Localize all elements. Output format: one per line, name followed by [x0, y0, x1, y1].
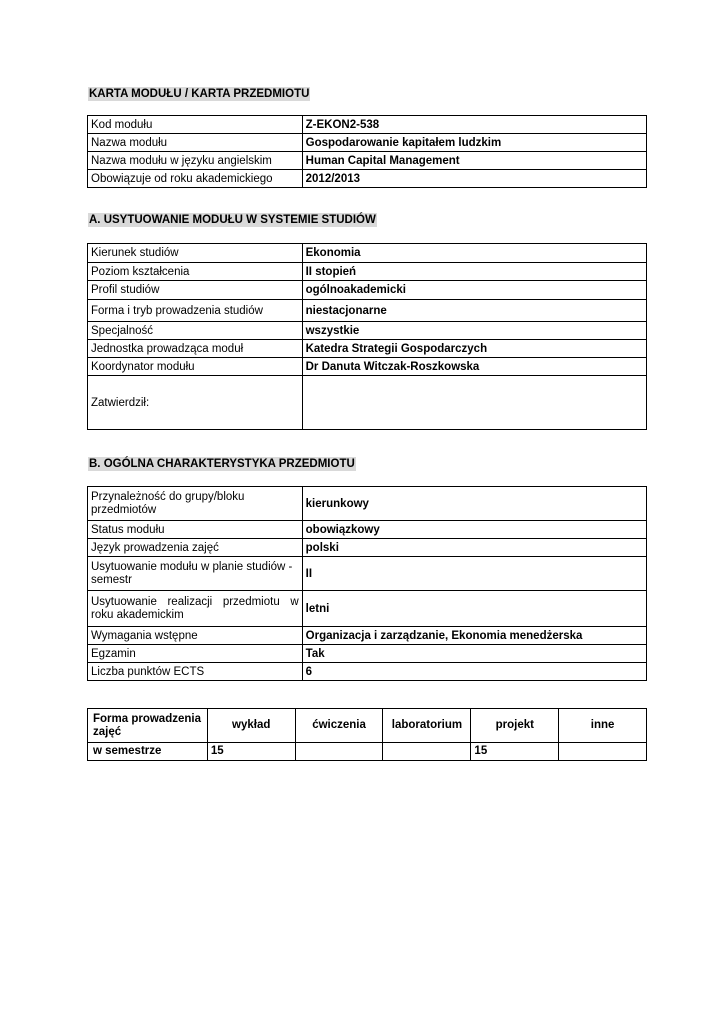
table-row — [88, 263, 647, 281]
row-label: Specjalność — [88, 322, 303, 340]
section-a-table — [87, 243, 647, 430]
row-value: wszystkie — [302, 322, 646, 340]
table-row — [88, 300, 647, 322]
row-value: Gospodarowanie kapitałem ludzkim — [302, 134, 646, 152]
table-row — [88, 743, 647, 761]
row-value: obowiązkowy — [302, 521, 646, 539]
row-label: Przynależność do grupy/bloku przedmiotów — [88, 487, 303, 521]
row-value: Human Capital Management — [302, 152, 646, 170]
row-value: Ekonomia — [302, 244, 646, 263]
table-row — [88, 322, 647, 340]
row-value: niestacjonarne — [302, 300, 646, 322]
section-a-title: A. USYTUOWANIE MODUŁU W SYSTEMIE STUDIÓW — [89, 214, 376, 226]
row-value: ogólnoakademicki — [302, 281, 646, 300]
row-value: II stopień — [302, 263, 646, 281]
table-row — [88, 521, 647, 539]
row-value: Dr Danuta Witczak-Roszkowska — [302, 358, 646, 376]
table-row — [88, 627, 647, 645]
row-value: letni — [302, 591, 646, 627]
row-label: Usytuowanie realizacji przedmiotu w roku akademickim — [88, 591, 303, 627]
column-header: projekt — [471, 709, 559, 743]
forms-header-label: Forma prowadzenia zajęć — [88, 709, 208, 743]
row-label: Forma i tryb prowadzenia studiów — [88, 300, 303, 322]
column-header: wykład — [207, 709, 295, 743]
hours-cell — [559, 743, 647, 761]
table-row — [88, 116, 647, 134]
table-row — [88, 557, 647, 591]
row-value: Organizacja i zarządzanie, Ekonomia menedżerska — [302, 627, 646, 645]
column-header: ćwiczenia — [295, 709, 383, 743]
row-label: Jednostka prowadząca moduł — [88, 340, 303, 358]
row-label: Kod modułu — [88, 116, 303, 134]
row-value: II — [302, 557, 646, 591]
row-value: Katedra Strategii Gospodarczych — [302, 340, 646, 358]
card-title: KARTA MODUŁU / KARTA PRZEDMIOTU — [89, 88, 310, 100]
column-header: inne — [559, 709, 647, 743]
class-forms-table — [87, 708, 647, 761]
row-label: Nazwa modułu — [88, 134, 303, 152]
table-row — [88, 340, 647, 358]
table-row — [88, 358, 647, 376]
module-header-table — [87, 115, 647, 188]
row-value — [302, 376, 646, 430]
hours-cell: 15 — [207, 743, 295, 761]
hours-cell — [383, 743, 471, 761]
section-b-table — [87, 486, 647, 681]
table-row — [88, 539, 647, 557]
section-b-title: B. OGÓLNA CHARAKTERYSTYKA PRZEDMIOTU — [89, 458, 355, 470]
row-label: Liczba punktów ECTS — [88, 663, 303, 681]
hours-cell: 15 — [471, 743, 559, 761]
row-label: Koordynator modułu — [88, 358, 303, 376]
row-label: Usytuowanie modułu w planie studiów - semestr — [88, 557, 303, 591]
row-label: Zatwierdził: — [88, 376, 303, 430]
row-label: Poziom kształcenia — [88, 263, 303, 281]
table-row — [88, 591, 647, 627]
table-row — [88, 663, 647, 681]
row-label: Status modułu — [88, 521, 303, 539]
hours-cell — [295, 743, 383, 761]
row-label: Nazwa modułu w języku angielskim — [88, 152, 303, 170]
table-row — [88, 281, 647, 300]
row-label: Kierunek studiów — [88, 244, 303, 263]
row-value: 6 — [302, 663, 646, 681]
row-label: Profil studiów — [88, 281, 303, 300]
table-header-row — [88, 709, 647, 743]
table-row — [88, 487, 647, 521]
row-value: kierunkowy — [302, 487, 646, 521]
table-row — [88, 645, 647, 663]
row-label: Egzamin — [88, 645, 303, 663]
row-label: Obowiązuje od roku akademickiego — [88, 170, 303, 188]
row-label: Wymagania wstępne — [88, 627, 303, 645]
row-value: 2012/2013 — [302, 170, 646, 188]
table-row — [88, 376, 647, 430]
row-value: polski — [302, 539, 646, 557]
table-row — [88, 170, 647, 188]
row-value: Tak — [302, 645, 646, 663]
table-row — [88, 134, 647, 152]
table-row — [88, 244, 647, 263]
forms-row-label: w semestrze — [88, 743, 208, 761]
row-value: Z-EKON2-538 — [302, 116, 646, 134]
column-header: laboratorium — [383, 709, 471, 743]
table-row — [88, 152, 647, 170]
row-label: Język prowadzenia zajęć — [88, 539, 303, 557]
